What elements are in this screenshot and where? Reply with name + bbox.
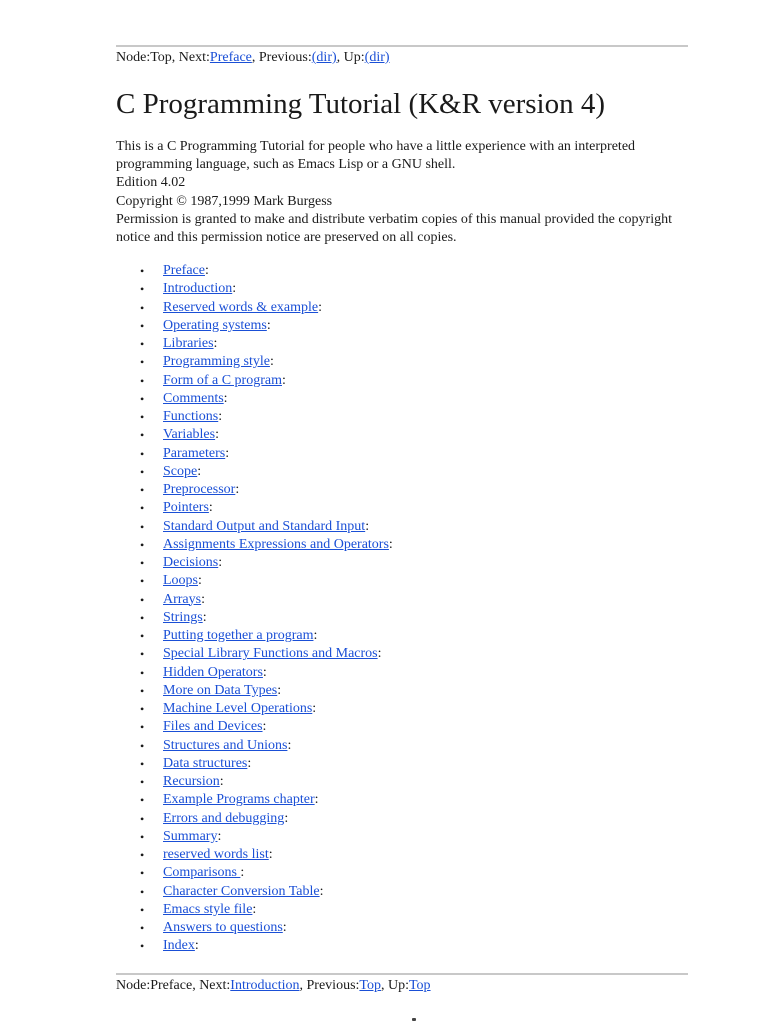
toc-item <box>116 353 393 371</box>
toc-suffix: : <box>197 463 202 479</box>
up-label: , Up: <box>336 50 365 65</box>
toc-link[interactable]: Preface <box>163 263 205 278</box>
node-label: Node: <box>116 50 151 65</box>
up-link[interactable]: (dir) <box>364 50 390 65</box>
toc-suffix: : <box>252 901 257 917</box>
toc-item <box>116 390 393 408</box>
toc-suffix: : <box>202 609 207 625</box>
toc-item <box>116 864 393 882</box>
toc-suffix: : <box>223 390 228 406</box>
bullet-icon: • <box>140 410 145 424</box>
toc-suffix: : <box>287 737 292 753</box>
toc-suffix: : <box>313 628 318 643</box>
previous-link[interactable]: (dir) <box>311 50 337 65</box>
toc-suffix: : <box>312 701 317 716</box>
toc-link[interactable]: Character Conversion Table <box>163 883 320 899</box>
bullet-icon: • <box>140 811 145 826</box>
node-value: Top <box>150 50 172 65</box>
toc-item <box>116 335 393 353</box>
bullet-icon: • <box>140 483 145 497</box>
toc-item <box>116 627 393 645</box>
toc-item <box>116 718 393 736</box>
bullet-icon: • <box>140 848 145 862</box>
toc-item <box>116 791 393 809</box>
toc-suffix: : <box>225 445 230 461</box>
bullet-icon: • <box>140 355 145 370</box>
toc-item <box>116 737 393 755</box>
toc-item <box>116 937 393 955</box>
toc-link[interactable]: Decisions <box>163 555 219 570</box>
toc-link[interactable]: Putting together a program <box>163 628 314 643</box>
toc-link[interactable]: Comments <box>163 390 224 406</box>
page-title: C Programming Tutorial (K&R version 4) <box>116 88 605 120</box>
bottom-divider <box>116 973 688 975</box>
toc-suffix: : <box>204 263 209 278</box>
toc-link[interactable]: Functions <box>163 409 219 424</box>
top-divider <box>116 45 688 47</box>
toc-link[interactable]: Programming style <box>163 354 270 370</box>
previous-label: , Previous: <box>299 978 360 993</box>
bullet-icon: • <box>140 683 145 698</box>
toc-item <box>116 591 393 609</box>
bullet-icon: • <box>140 574 145 589</box>
toc-link[interactable]: Structures and Unions <box>163 737 288 753</box>
intro-section <box>116 138 696 247</box>
toc-link[interactable]: Answers to questions <box>163 920 283 935</box>
toc-suffix: : <box>218 409 223 424</box>
bullet-icon: • <box>140 829 145 844</box>
toc-suffix: : <box>365 518 370 534</box>
toc-link[interactable]: Assignments Expressions and Operators <box>163 536 389 552</box>
node-value: Preface <box>150 978 193 993</box>
bullet-icon: • <box>140 629 145 643</box>
toc-link[interactable]: Errors and debugging <box>163 810 285 826</box>
toc-link[interactable]: Emacs style file <box>163 901 253 917</box>
bullet-icon: • <box>140 519 145 534</box>
toc-item <box>116 700 393 718</box>
toc-suffix: : <box>277 682 282 698</box>
next-link[interactable]: Preface <box>209 50 252 65</box>
toc-item <box>116 536 393 554</box>
toc-suffix: : <box>268 847 273 862</box>
page-edge-mark <box>412 1018 416 1021</box>
toc-link[interactable]: Introduction <box>163 281 233 297</box>
bullet-icon: • <box>140 464 145 479</box>
toc-link[interactable]: Standard Output and Standard Input <box>163 518 366 534</box>
toc-suffix: : <box>318 299 323 315</box>
bullet-icon: • <box>140 373 145 388</box>
toc-item <box>116 372 393 390</box>
toc-link[interactable]: Operating systems <box>163 317 267 333</box>
toc-suffix: : <box>213 336 218 351</box>
bullet-icon: • <box>140 391 145 406</box>
toc-item <box>116 280 393 298</box>
toc-suffix: : <box>262 719 267 735</box>
toc-item <box>116 901 393 919</box>
toc-link[interactable]: Files and Devices <box>163 719 263 735</box>
toc-suffix: : <box>282 920 287 935</box>
bullet-icon: • <box>140 300 145 315</box>
toc-item <box>116 846 393 864</box>
toc-item <box>116 299 393 317</box>
bullet-icon: • <box>140 866 145 881</box>
toc-item <box>116 499 393 517</box>
toc-suffix: : <box>218 555 223 570</box>
toc-suffix: : <box>281 372 286 388</box>
toc-item <box>116 317 393 335</box>
toc-suffix: : <box>262 664 267 680</box>
toc-link[interactable]: More on Data Types <box>163 682 278 698</box>
bullet-icon: • <box>140 556 145 570</box>
toc-suffix: : <box>269 354 274 370</box>
toc-item <box>116 445 393 463</box>
toc-item <box>116 682 393 700</box>
toc-suffix: : <box>215 427 219 443</box>
toc-link[interactable]: Index <box>163 938 195 954</box>
toc-link[interactable]: Reserved words & example <box>163 299 319 315</box>
toc-link[interactable]: Recursion <box>163 774 220 789</box>
edition-text: Edition 4.02 <box>116 175 186 191</box>
bullet-icon: • <box>140 738 145 753</box>
toc-link[interactable]: Arrays <box>163 591 202 607</box>
next-label: , Next: <box>192 978 231 993</box>
toc-item <box>116 828 393 846</box>
toc-item <box>116 463 393 481</box>
toc-item <box>116 810 393 828</box>
toc-item <box>116 518 393 536</box>
toc-suffix: : <box>377 646 382 662</box>
up-label: , Up: <box>380 978 409 993</box>
toc-suffix: : <box>266 317 271 333</box>
bullet-icon: • <box>140 720 145 735</box>
bullet-icon: • <box>140 501 145 516</box>
toc-suffix: : <box>194 938 199 954</box>
toc-link[interactable]: Strings <box>163 609 203 625</box>
toc-suffix: : <box>247 755 252 771</box>
table-of-contents <box>116 262 393 956</box>
toc-item <box>116 572 393 590</box>
bullet-icon: • <box>140 884 145 899</box>
bullet-icon: • <box>140 775 145 789</box>
bullet-icon: • <box>140 428 145 443</box>
bullet-icon: • <box>140 756 145 771</box>
toc-link[interactable]: Special Library Functions and Macros <box>163 646 378 662</box>
toc-link[interactable]: Loops <box>163 573 198 589</box>
toc-link[interactable]: Example Programs chapter <box>163 792 315 808</box>
next-label: , Next: <box>171 50 210 65</box>
toc-item <box>116 262 393 280</box>
bullet-icon: • <box>140 921 145 935</box>
toc-suffix: : <box>219 774 224 789</box>
previous-link[interactable]: Top <box>359 978 381 993</box>
bullet-icon: • <box>140 902 145 917</box>
bullet-icon: • <box>140 793 145 808</box>
up-link[interactable]: Top <box>408 978 431 993</box>
toc-suffix: : <box>284 810 289 826</box>
toc-item <box>116 645 393 663</box>
bullet-icon: • <box>140 702 145 716</box>
toc-suffix: : <box>198 573 202 589</box>
toc-item <box>116 609 393 627</box>
toc-item <box>116 664 393 682</box>
toc-suffix: : <box>217 828 222 844</box>
toc-item <box>116 481 393 499</box>
toc-item <box>116 773 393 791</box>
toc-link[interactable]: Parameters <box>163 445 226 461</box>
bullet-icon: • <box>140 610 145 625</box>
toc-link[interactable]: Libraries <box>163 336 214 351</box>
toc-suffix: : <box>314 792 319 808</box>
bullet-icon: • <box>140 264 145 278</box>
bullet-icon: • <box>140 446 145 461</box>
toc-suffix: : <box>388 536 393 552</box>
next-link[interactable]: Introduction <box>230 978 300 993</box>
toc-link[interactable]: Preprocessor <box>163 482 236 497</box>
toc-suffix: : <box>201 591 205 607</box>
toc-item <box>116 755 393 773</box>
toc-link[interactable]: Hidden Operators <box>163 664 263 680</box>
toc-suffix: : <box>240 865 245 881</box>
toc-item <box>116 883 393 901</box>
previous-label: , Previous: <box>251 50 312 65</box>
intro-description: This is a C Programming Tutorial for people who have a little experience with an interpreted programming language, such as Emacs Lisp or a GNU shell. <box>116 139 636 173</box>
toc-link[interactable]: Variables <box>163 427 216 443</box>
toc-item <box>116 919 393 937</box>
bullet-icon: • <box>140 282 145 297</box>
toc-link[interactable]: Comparisons <box>163 865 241 881</box>
bullet-icon: • <box>140 537 145 552</box>
toc-link[interactable]: Summary <box>163 828 218 844</box>
top-navigation <box>116 50 390 66</box>
bullet-icon: • <box>140 592 145 607</box>
copyright-text: Copyright © 1987,1999 Mark Burgess <box>116 193 333 209</box>
bullet-icon: • <box>140 318 145 333</box>
bottom-navigation <box>116 978 431 994</box>
toc-item <box>116 554 393 572</box>
toc-suffix: : <box>319 883 324 899</box>
toc-suffix: : <box>232 281 237 297</box>
toc-link[interactable]: Scope <box>163 463 198 479</box>
toc-link[interactable]: Machine Level Operations <box>163 701 313 716</box>
toc-suffix: : <box>208 500 213 516</box>
permission-text: Permission is granted to make and distribute verbatim copies of this manual provided the copyright notice and this permission notice are preserved on all copies. <box>116 211 672 246</box>
toc-item <box>116 426 393 444</box>
bullet-icon: • <box>140 647 145 662</box>
bullet-icon: • <box>140 939 145 954</box>
toc-link[interactable]: reserved words list <box>163 847 269 862</box>
bullet-icon: • <box>140 665 145 680</box>
toc-link[interactable]: Pointers <box>163 500 209 516</box>
toc-item <box>116 408 393 426</box>
bullet-icon: • <box>140 337 145 351</box>
toc-link[interactable]: Form of a C program <box>163 372 282 388</box>
node-label: Node: <box>116 978 151 993</box>
toc-suffix: : <box>235 482 240 497</box>
toc-link[interactable]: Data structures <box>163 755 248 771</box>
